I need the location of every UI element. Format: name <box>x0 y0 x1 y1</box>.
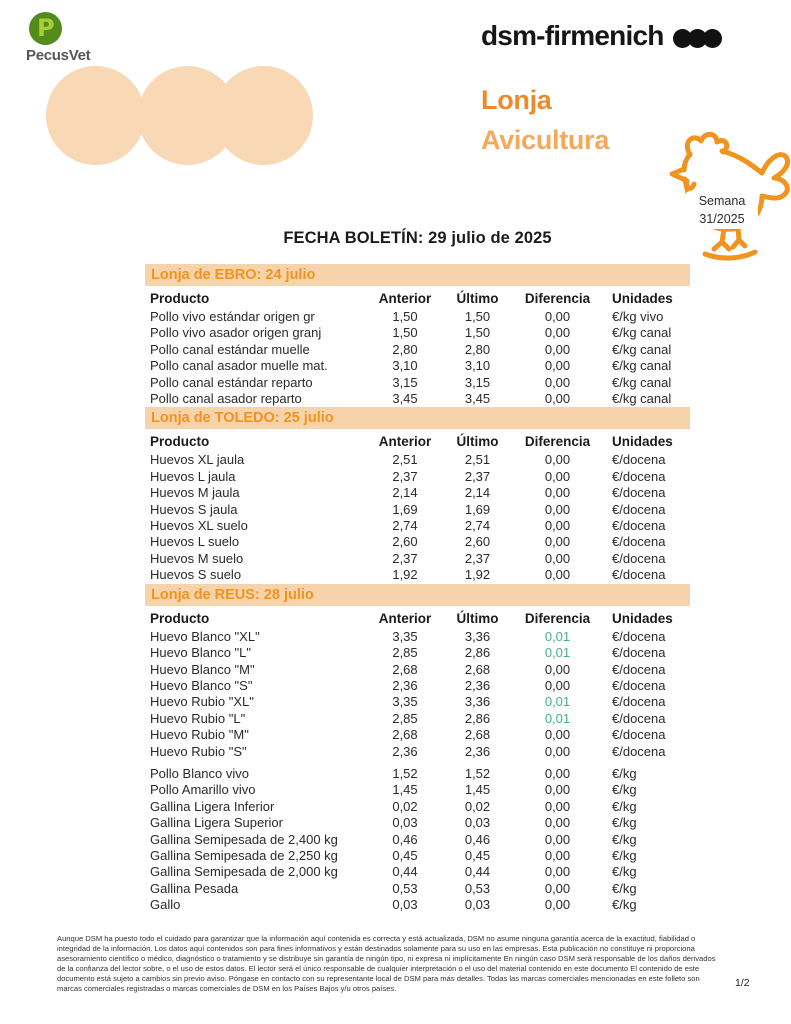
table-row <box>145 629 690 645</box>
cell-unidades: €/kg canal <box>612 358 672 374</box>
cell-diferencia: 0,00 <box>544 391 571 407</box>
cell-unidades: €/docena <box>612 567 666 583</box>
cell-ultimo: 1,50 <box>464 325 491 341</box>
cell-ultimo: 1,45 <box>464 782 491 798</box>
cell-diferencia: 0,00 <box>544 798 571 814</box>
cell-diferencia: 0,00 <box>544 677 571 693</box>
table-row <box>145 375 690 391</box>
table-section-reus <box>145 584 690 914</box>
table-row <box>145 897 690 913</box>
cell-anterior: 1,92 <box>392 567 418 583</box>
cell-anterior: 2,85 <box>392 710 418 726</box>
cell-diferencia: 0,00 <box>544 765 571 781</box>
cell-producto: Huevos XL suelo <box>150 518 248 534</box>
cell-ultimo: 2,36 <box>464 743 491 759</box>
col-header-anterior: Anterior <box>378 610 432 626</box>
table-row <box>145 502 690 518</box>
table-row <box>145 391 690 407</box>
cell-anterior: 1,45 <box>392 782 418 798</box>
cell-unidades: €/docena <box>612 485 666 501</box>
cell-diferencia: 0,00 <box>544 567 571 583</box>
cell-anterior: 0,45 <box>392 847 418 863</box>
page-number: 1/2 <box>735 977 750 989</box>
table-row <box>145 452 690 468</box>
cell-diferencia: 0,00 <box>544 880 571 896</box>
cell-ultimo: 0,03 <box>464 815 491 831</box>
dsm-firmenich-logo <box>481 20 722 52</box>
cell-anterior: 2,60 <box>392 534 418 550</box>
deco-circle <box>214 66 313 165</box>
cell-diferencia: 0,01 <box>544 628 571 644</box>
cell-ultimo: 3,45 <box>464 391 491 407</box>
table-section-ebro <box>145 264 690 407</box>
cell-anterior: 0,02 <box>392 798 418 814</box>
table-row <box>145 782 690 798</box>
cell-producto: Huevo Rubio "S" <box>150 743 247 759</box>
cell-unidades: €/kg <box>612 798 637 814</box>
cell-diferencia: 0,00 <box>544 534 571 550</box>
cell-unidades: €/docena <box>612 694 666 710</box>
col-header-diferencia: Diferencia <box>524 434 591 450</box>
table-row <box>145 832 690 848</box>
cell-ultimo: 2,86 <box>464 645 491 661</box>
table-column-headers <box>145 608 690 629</box>
table-row <box>145 551 690 567</box>
cell-anterior: 1,69 <box>392 501 418 517</box>
cell-producto: Huevos S suelo <box>150 567 242 583</box>
cell-unidades: €/kg <box>612 765 637 781</box>
cell-diferencia: 0,00 <box>544 518 571 534</box>
cell-ultimo: 2,37 <box>464 468 491 484</box>
cell-unidades: €/docena <box>612 628 666 644</box>
cell-producto: Huevo Blanco "S" <box>150 677 253 693</box>
cell-anterior: 2,14 <box>392 485 418 501</box>
cell-anterior: 0,53 <box>392 880 418 896</box>
cell-ultimo: 0,44 <box>464 864 491 880</box>
cell-ultimo: 0,53 <box>464 880 491 896</box>
cell-anterior: 2,36 <box>392 677 418 693</box>
cell-producto: Huevo Rubio "M" <box>150 727 249 743</box>
cell-producto: Huevo Blanco "XL" <box>150 628 260 644</box>
table-row <box>145 469 690 485</box>
cell-producto: Pollo canal estándar reparto <box>150 374 313 390</box>
table-row <box>145 711 690 727</box>
cell-ultimo: 0,03 <box>464 897 491 913</box>
cell-ultimo: 2,68 <box>464 661 491 677</box>
cell-unidades: €/kg <box>612 831 637 847</box>
cell-ultimo: 3,36 <box>464 694 491 710</box>
cell-producto: Gallina Pesada <box>150 880 239 896</box>
col-header-ultimo: Último <box>456 610 499 626</box>
cell-producto: Huevo Blanco "L" <box>150 645 252 661</box>
cell-diferencia: 0,01 <box>544 645 571 661</box>
col-header-producto: Producto <box>150 291 210 306</box>
table-row <box>145 815 690 831</box>
cell-ultimo: 2,68 <box>464 727 491 743</box>
cell-unidades: €/kg canal <box>612 374 672 390</box>
cell-ultimo: 2,86 <box>464 710 491 726</box>
cell-unidades: €/docena <box>612 743 666 759</box>
col-header-diferencia: Diferencia <box>524 291 591 306</box>
cell-unidades: €/docena <box>612 645 666 661</box>
section-header-toledo: Lonja de TOLEDO: 25 julio <box>145 407 690 429</box>
week-badge-value: 31/2025 <box>699 212 745 226</box>
table-column-headers <box>145 431 690 452</box>
cell-unidades: €/kg <box>612 864 637 880</box>
section-header-ebro: Lonja de EBRO: 24 julio <box>145 264 690 286</box>
cell-unidades: €/kg vivo <box>612 309 664 324</box>
cell-unidades: €/kg <box>612 815 637 831</box>
cell-ultimo: 1,50 <box>464 309 491 324</box>
col-header-producto: Producto <box>150 434 210 450</box>
col-header-producto: Producto <box>150 610 210 626</box>
cell-ultimo: 0,45 <box>464 847 491 863</box>
cell-diferencia: 0,00 <box>544 815 571 831</box>
cell-diferencia: 0,00 <box>544 468 571 484</box>
cell-anterior: 2,68 <box>392 727 418 743</box>
cell-producto: Gallina Semipesada de 2,000 kg <box>150 864 338 880</box>
table-row <box>145 518 690 534</box>
cell-unidades: €/kg canal <box>612 341 672 357</box>
cell-diferencia: 0,00 <box>544 743 571 759</box>
bulletin-date: FECHA BOLETÍN: 29 julio de 2025 <box>283 229 552 247</box>
cell-diferencia: 0,00 <box>544 374 571 390</box>
col-header-unidades: Unidades <box>612 610 673 626</box>
cell-ultimo: 2,74 <box>464 518 491 534</box>
cell-anterior: 2,37 <box>392 550 418 566</box>
cell-producto: Pollo Amarillo vivo <box>150 782 256 798</box>
cell-ultimo: 1,69 <box>464 501 491 517</box>
cell-anterior: 0,03 <box>392 897 418 913</box>
cell-anterior: 0,46 <box>392 831 418 847</box>
table-row <box>145 799 690 815</box>
cell-diferencia: 0,00 <box>544 897 571 913</box>
cell-diferencia: 0,00 <box>544 341 571 357</box>
table-row <box>145 744 690 760</box>
cell-unidades: €/docena <box>612 550 666 566</box>
document-title <box>481 80 609 160</box>
cell-diferencia: 0,00 <box>544 452 571 468</box>
cell-unidades: €/docena <box>612 727 666 743</box>
cell-anterior: 1,52 <box>392 765 418 781</box>
week-badge-label: Semana <box>698 194 746 208</box>
dot-icon <box>703 29 722 48</box>
cell-anterior: 2,68 <box>392 661 418 677</box>
cell-ultimo: 2,37 <box>464 550 491 566</box>
cell-unidades: €/kg <box>612 880 637 896</box>
cell-unidades: €/kg canal <box>612 325 672 341</box>
cell-producto: Huevo Rubio "XL" <box>150 694 254 710</box>
col-header-unidades: Unidades <box>612 434 673 450</box>
cell-unidades: €/docena <box>612 452 666 468</box>
pecusvet-brand-name: PecusVet <box>26 47 91 64</box>
cell-anterior: 0,44 <box>392 864 418 880</box>
table-body-reus <box>145 629 690 914</box>
table-row <box>145 766 690 782</box>
cell-unidades: €/docena <box>612 518 666 534</box>
cell-diferencia: 0,00 <box>544 847 571 863</box>
col-header-ultimo: Último <box>456 434 499 450</box>
title-line-avicultura: Avicultura <box>481 125 610 155</box>
cell-producto: Huevo Blanco "M" <box>150 661 255 677</box>
cell-diferencia: 0,00 <box>544 309 571 324</box>
table-row <box>145 342 690 358</box>
cell-anterior: 2,74 <box>392 518 418 534</box>
cell-producto: Pollo vivo estándar origen gr <box>150 309 315 324</box>
cell-anterior: 2,85 <box>392 645 418 661</box>
table-column-headers <box>145 288 690 309</box>
cell-producto: Huevos XL jaula <box>150 452 245 468</box>
cell-producto: Gallina Ligera Superior <box>150 815 283 831</box>
cell-unidades: €/kg <box>612 782 637 798</box>
cell-anterior: 3,35 <box>392 694 418 710</box>
cell-diferencia: 0,00 <box>544 864 571 880</box>
title-line-lonja: Lonja <box>481 85 552 115</box>
cell-ultimo: 1,92 <box>464 567 491 583</box>
cell-diferencia: 0,00 <box>544 501 571 517</box>
table-row <box>145 727 690 743</box>
dsm-dots-icon <box>673 29 722 48</box>
cell-producto: Huevos S jaula <box>150 501 238 517</box>
cell-unidades: €/docena <box>612 661 666 677</box>
cell-producto: Gallina Semipesada de 2,250 kg <box>150 847 338 863</box>
table-row <box>145 534 690 550</box>
table-row <box>145 325 690 341</box>
pecusvet-monogram: P <box>37 14 55 42</box>
cell-anterior: 3,35 <box>392 628 418 644</box>
week-badge <box>686 191 758 229</box>
cell-unidades: €/docena <box>612 534 666 550</box>
cell-unidades: €/docena <box>612 501 666 517</box>
cell-anterior: 2,36 <box>392 743 418 759</box>
price-tables <box>145 264 690 914</box>
table-body-toledo <box>145 452 690 583</box>
cell-anterior: 3,45 <box>392 391 418 407</box>
cell-diferencia: 0,00 <box>544 661 571 677</box>
pecusvet-logo-icon <box>29 12 62 45</box>
cell-ultimo: 0,02 <box>464 798 491 814</box>
cell-diferencia: 0,00 <box>544 550 571 566</box>
cell-diferencia: 0,00 <box>544 325 571 341</box>
cell-anterior: 2,51 <box>392 452 418 468</box>
table-row <box>145 662 690 678</box>
cell-anterior: 3,15 <box>392 374 418 390</box>
table-section-toledo <box>145 407 690 583</box>
deco-circle <box>46 66 145 165</box>
table-row <box>145 881 690 897</box>
disclaimer-text: Aunque DSM ha puesto todo el cuidado para garantizar que la información aquí contenida es correcta y está actualizada, DSM no asume ninguna garantía acerca de la exactitud, fiabilidad o integridad de la información. Los datos aquí contenidos son para fines informativos y están destinados solamente para su uso en las empresas. Esta publicación no constituye ni proporciona asesoramiento científico o médico, diagnóstico o tratamiento y se distribuye sin garantía de ningún tipo, ni expresa ni implícitamente En ningún caso DSM será responsable de los daños derivados de la confianza del lector sobre, o el uso de estos datos. El lector será el único responsable de cualquier interpretación o el uso del material contenido en este documento El contenido de este documento está sujeto a cambios sin previo aviso. Póngase en contacto con su representante local de DSM para más detalles. Todas las marcas comerciales mencionadas en este folleto son marcas comerciales registradas o marcas comerciales de DSM en los Países Bajos y/u otros países. <box>57 934 716 993</box>
cell-ultimo: 2,60 <box>464 534 491 550</box>
table-row <box>145 567 690 583</box>
col-header-diferencia: Diferencia <box>524 610 591 626</box>
cell-ultimo: 2,36 <box>464 677 491 693</box>
cell-anterior: 1,50 <box>392 325 418 341</box>
cell-ultimo: 2,51 <box>464 452 491 468</box>
cell-producto: Pollo canal asador reparto <box>150 391 302 407</box>
table-row <box>145 485 690 501</box>
cell-producto: Huevo Rubio "L" <box>150 710 246 726</box>
table-row <box>145 678 690 694</box>
cell-producto: Pollo Blanco vivo <box>150 765 249 781</box>
table-row <box>145 864 690 880</box>
table-row <box>145 645 690 661</box>
cell-unidades: €/kg canal <box>612 391 672 407</box>
cell-producto: Gallina Ligera Inferior <box>150 798 275 814</box>
cell-diferencia: 0,00 <box>544 358 571 374</box>
cell-diferencia: 0,01 <box>544 694 571 710</box>
col-header-anterior: Anterior <box>378 291 432 306</box>
cell-producto: Pollo canal estándar muelle <box>150 341 310 357</box>
cell-ultimo: 1,52 <box>464 765 491 781</box>
cell-diferencia: 0,00 <box>544 727 571 743</box>
cell-ultimo: 2,14 <box>464 485 491 501</box>
dsm-firmenich-wordmark: dsm-firmenich <box>481 20 664 51</box>
cell-diferencia: 0,01 <box>544 710 571 726</box>
table-row <box>145 848 690 864</box>
col-header-ultimo: Último <box>456 291 499 306</box>
cell-ultimo: 3,36 <box>464 628 491 644</box>
cell-producto: Huevos M jaula <box>150 485 240 501</box>
cell-anterior: 1,50 <box>392 309 418 324</box>
cell-anterior: 0,03 <box>392 815 418 831</box>
table-row <box>145 358 690 374</box>
cell-unidades: €/kg <box>612 847 637 863</box>
cell-ultimo: 2,80 <box>464 341 491 357</box>
cell-producto: Pollo canal asador muelle mat. <box>150 358 328 374</box>
cell-anterior: 2,37 <box>392 468 418 484</box>
cell-unidades: €/docena <box>612 710 666 726</box>
cell-producto: Pollo vivo asador origen granj <box>150 325 322 341</box>
section-header-reus: Lonja de REUS: 28 julio <box>145 584 690 606</box>
cell-ultimo: 3,10 <box>464 358 491 374</box>
cell-unidades: €/docena <box>612 468 666 484</box>
cell-producto: Gallo <box>150 897 181 913</box>
cell-anterior: 2,80 <box>392 341 418 357</box>
col-header-anterior: Anterior <box>378 434 432 450</box>
table-row <box>145 309 690 325</box>
cell-producto: Huevos L suelo <box>150 534 240 550</box>
cell-anterior: 3,10 <box>392 358 418 374</box>
table-body-ebro <box>145 309 690 407</box>
cell-diferencia: 0,00 <box>544 782 571 798</box>
cell-diferencia: 0,00 <box>544 831 571 847</box>
cell-producto: Huevos L jaula <box>150 468 236 484</box>
cell-producto: Huevos M suelo <box>150 550 244 566</box>
cell-ultimo: 0,46 <box>464 831 491 847</box>
col-header-unidades: Unidades <box>612 291 673 306</box>
cell-producto: Gallina Semipesada de 2,400 kg <box>150 831 338 847</box>
table-row <box>145 694 690 710</box>
cell-ultimo: 3,15 <box>464 374 491 390</box>
cell-diferencia: 0,00 <box>544 485 571 501</box>
cell-unidades: €/docena <box>612 677 666 693</box>
cell-unidades: €/kg <box>612 897 637 913</box>
pecusvet-logo <box>26 12 116 64</box>
